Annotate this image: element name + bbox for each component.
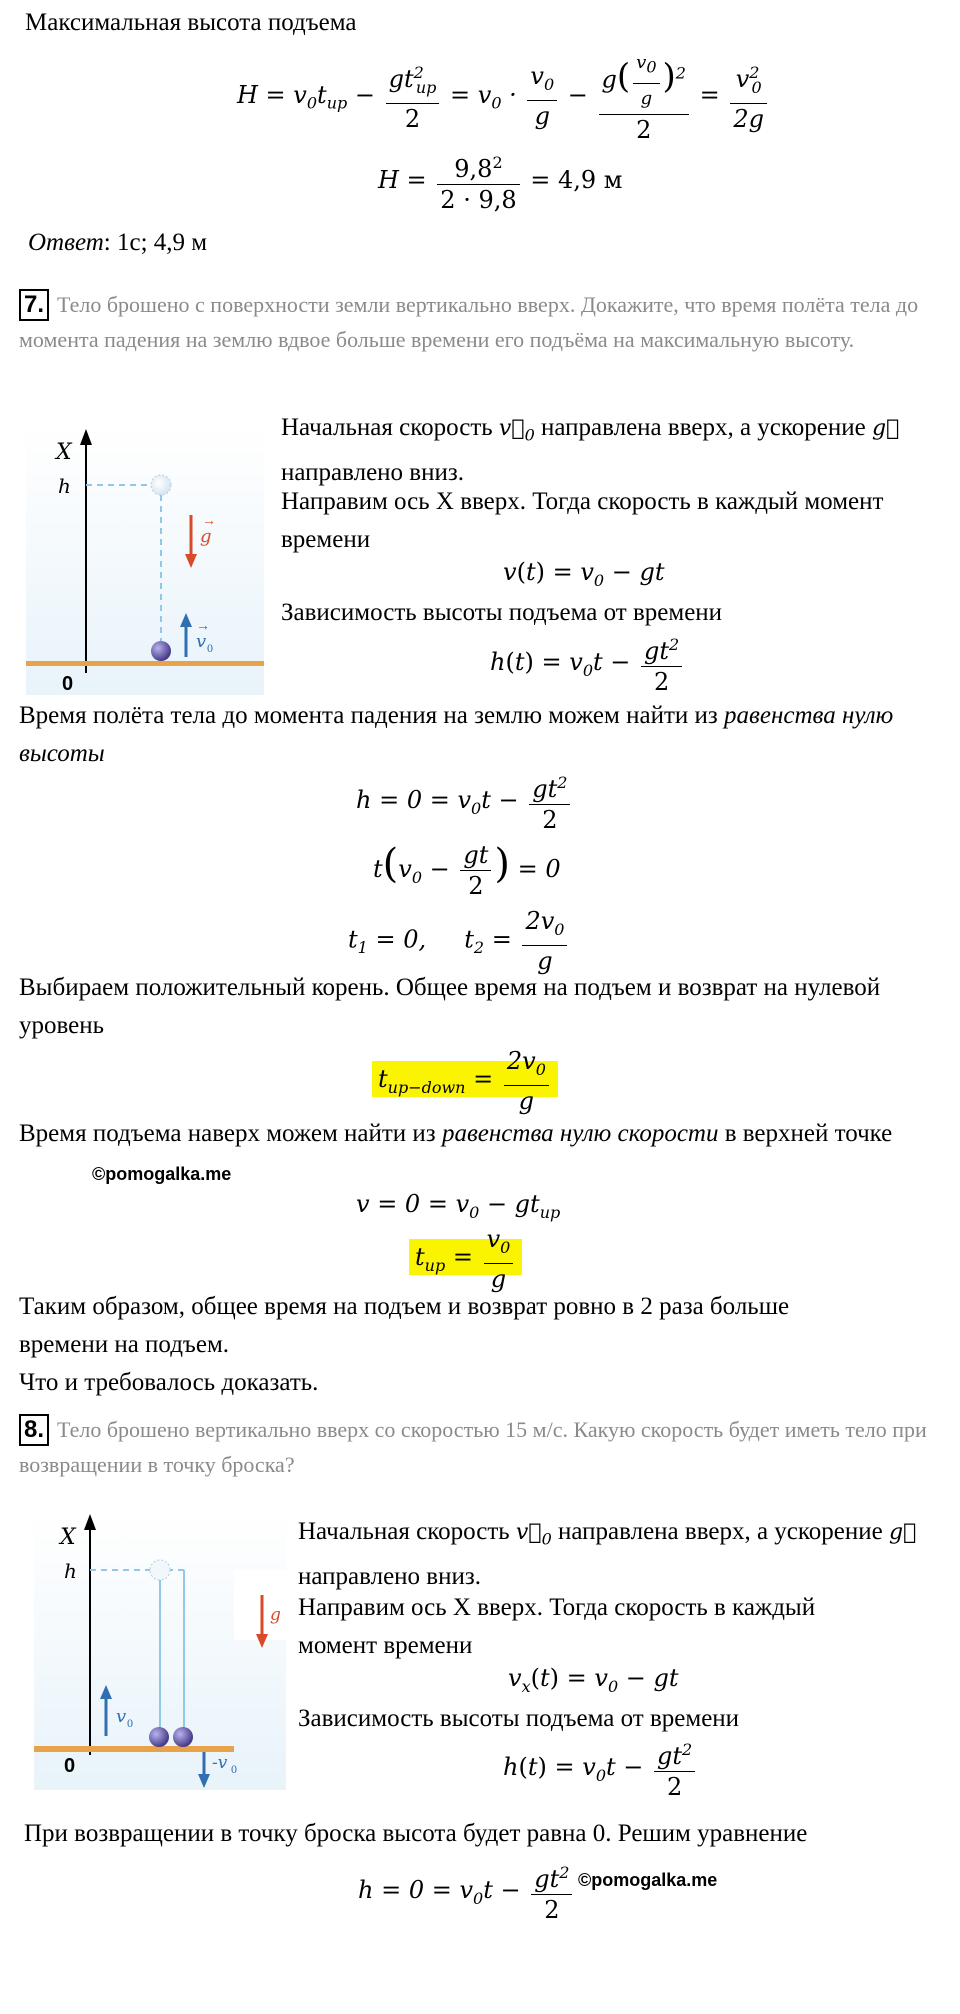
svg-text:→: → (196, 619, 210, 634)
ball-icon (149, 1727, 169, 1747)
task8-number: 8. (19, 1414, 49, 1446)
watermark-1: ©pomogalka.me (92, 1164, 232, 1184)
max-height-numeric: H = $\frac{9,8^2}{2 \cdot 9,8}$ = 4,9 м (378, 148, 622, 215)
h-label: h (58, 474, 71, 498)
task7-figure (26, 425, 264, 695)
task7-statement (19, 287, 939, 357)
axis-label: X (56, 440, 72, 465)
task7-text: Тело брошено с поверхности земли вертикально вверх. Докажите, что время полёта тела до момента падения на землю вдвое больше времени его подъёма на максимальную высоту. (19, 292, 919, 352)
task8-velocity-eq: $v_x(t) = v_0$ − gt (508, 1664, 679, 1696)
ghost-ball (151, 475, 171, 495)
svg-text:0: 0 (207, 641, 213, 655)
task8-statement (19, 1412, 939, 1482)
task7-factored-eq: $t(v_0$ − $\frac{gt}{2}$ ) = 0 (373, 841, 561, 900)
task7-p2: Направим ось X вверх. Тогда скорость в каждый момент времени (281, 488, 884, 553)
answer-value: : 1с; 4,9 м (103, 229, 208, 256)
h-label: h (64, 1559, 77, 1583)
minus-v0-label: -v (212, 1753, 228, 1773)
task7-zero-velocity-eq: $v = 0 = v_0 - gt_{up}$ (356, 1190, 561, 1222)
g-label: g (200, 526, 212, 547)
v0-label: v (116, 1706, 127, 1727)
task7-velocity-eq: $v(t) = v_0$ − gt (503, 558, 665, 590)
task8-p1: Начальная скорость $v⃗_0$ направлена вверх, а ускорение g⃗ направлено вниз. (298, 1518, 917, 1591)
task7-number: 7. (19, 289, 49, 321)
ghost-ball (150, 1560, 170, 1580)
max-height-heading: Максимальная высота подъема (25, 9, 357, 36)
max-height-formula: $H = v_0t_{up}$ − $\frac{gt^2_{up}}{2}$ = $v_0$ · $\frac{v_0}{g}$ − g( $\frac{v_0}{g}$ )$^2$ 2 = $\frac{v^2_0}{2g}$ (237, 48, 770, 145)
svg-text:0: 0 (127, 1716, 133, 1730)
svg-text:0: 0 (231, 1762, 237, 1776)
task7-total-time-eq: $t_{up-down}$ = $\frac{2v_0}{g}$ (372, 1046, 558, 1116)
task7-p1: Начальная скорость $v⃗_0$ направлена вверх, а ускорение g⃗ направлено вниз. (281, 414, 900, 487)
task7-up-time-eq: $t_{up}$ = $\frac{v_0}{g}$ (409, 1224, 522, 1294)
figure-background (26, 425, 264, 695)
zero-label: 0 (62, 673, 74, 695)
task7-p4: Время полёта тела до момента падения на землю можем найти из равенства нулю высоты (19, 702, 894, 767)
ball-icon (151, 641, 171, 661)
task8-p2: Направим ось X вверх. Тогда скорость в каждый момент времени (298, 1594, 816, 1659)
task7-roots-eq: $t_1 = 0$, $t_2$ = $\frac{2v_0}{g}$ (348, 906, 570, 976)
ground-icon (34, 1746, 234, 1752)
task8-zero-height-eq: $h = 0 = v_0t$ − $\frac{gt^2}{2}$ (358, 1858, 575, 1925)
svg-text:→: → (202, 514, 216, 529)
task8-p4: При возвращении в точку броска высота будет равна 0. Решим уравнение (24, 1820, 808, 1847)
task7-height-eq: $h(t) = v_0t$ − $\frac{gt^2}{2}$ (490, 630, 685, 697)
task8-p3: Зависимость высоты подъема от времени (298, 1705, 740, 1732)
ground-icon (26, 661, 264, 666)
axis-label: X (60, 1525, 76, 1550)
task7-zero-height-eq: $h = 0 = v_0t$ − $\frac{gt^2}{2}$ (356, 768, 573, 835)
v0-label: v (196, 631, 207, 652)
task8-figure (34, 1510, 286, 1790)
answer-line (28, 224, 207, 262)
watermark-2: ©pomogalka.me (578, 1870, 718, 1890)
task7-p3: Зависимость высоты подъема от времени (281, 599, 723, 626)
task7-p8: Что и требовалось доказать. (19, 1369, 319, 1396)
zero-label: 0 (64, 1755, 76, 1777)
task8-height-eq: $h(t) = v_0t$ − $\frac{gt^2}{2}$ (503, 1735, 698, 1802)
task7-p7: Таким образом, общее время на подъем и возврат ровно в 2 раза больше времени на подъем. (19, 1293, 790, 1358)
task7-p6: Время подъема наверх можем найти из равенства нулю скорости в верхней точке (19, 1120, 893, 1147)
task7-p5: Выбираем положительный корень. Общее время на подъем и возврат на нулевой уровень (19, 974, 881, 1039)
task8-text: Тело брошено вертикально вверх со скоростью 15 м/с. Какую скорость будет иметь тело при возвращении в точку броска? (19, 1417, 927, 1477)
ball-return-icon (173, 1727, 193, 1747)
answer-label: Ответ (28, 229, 104, 256)
g-label: g (270, 1605, 281, 1625)
